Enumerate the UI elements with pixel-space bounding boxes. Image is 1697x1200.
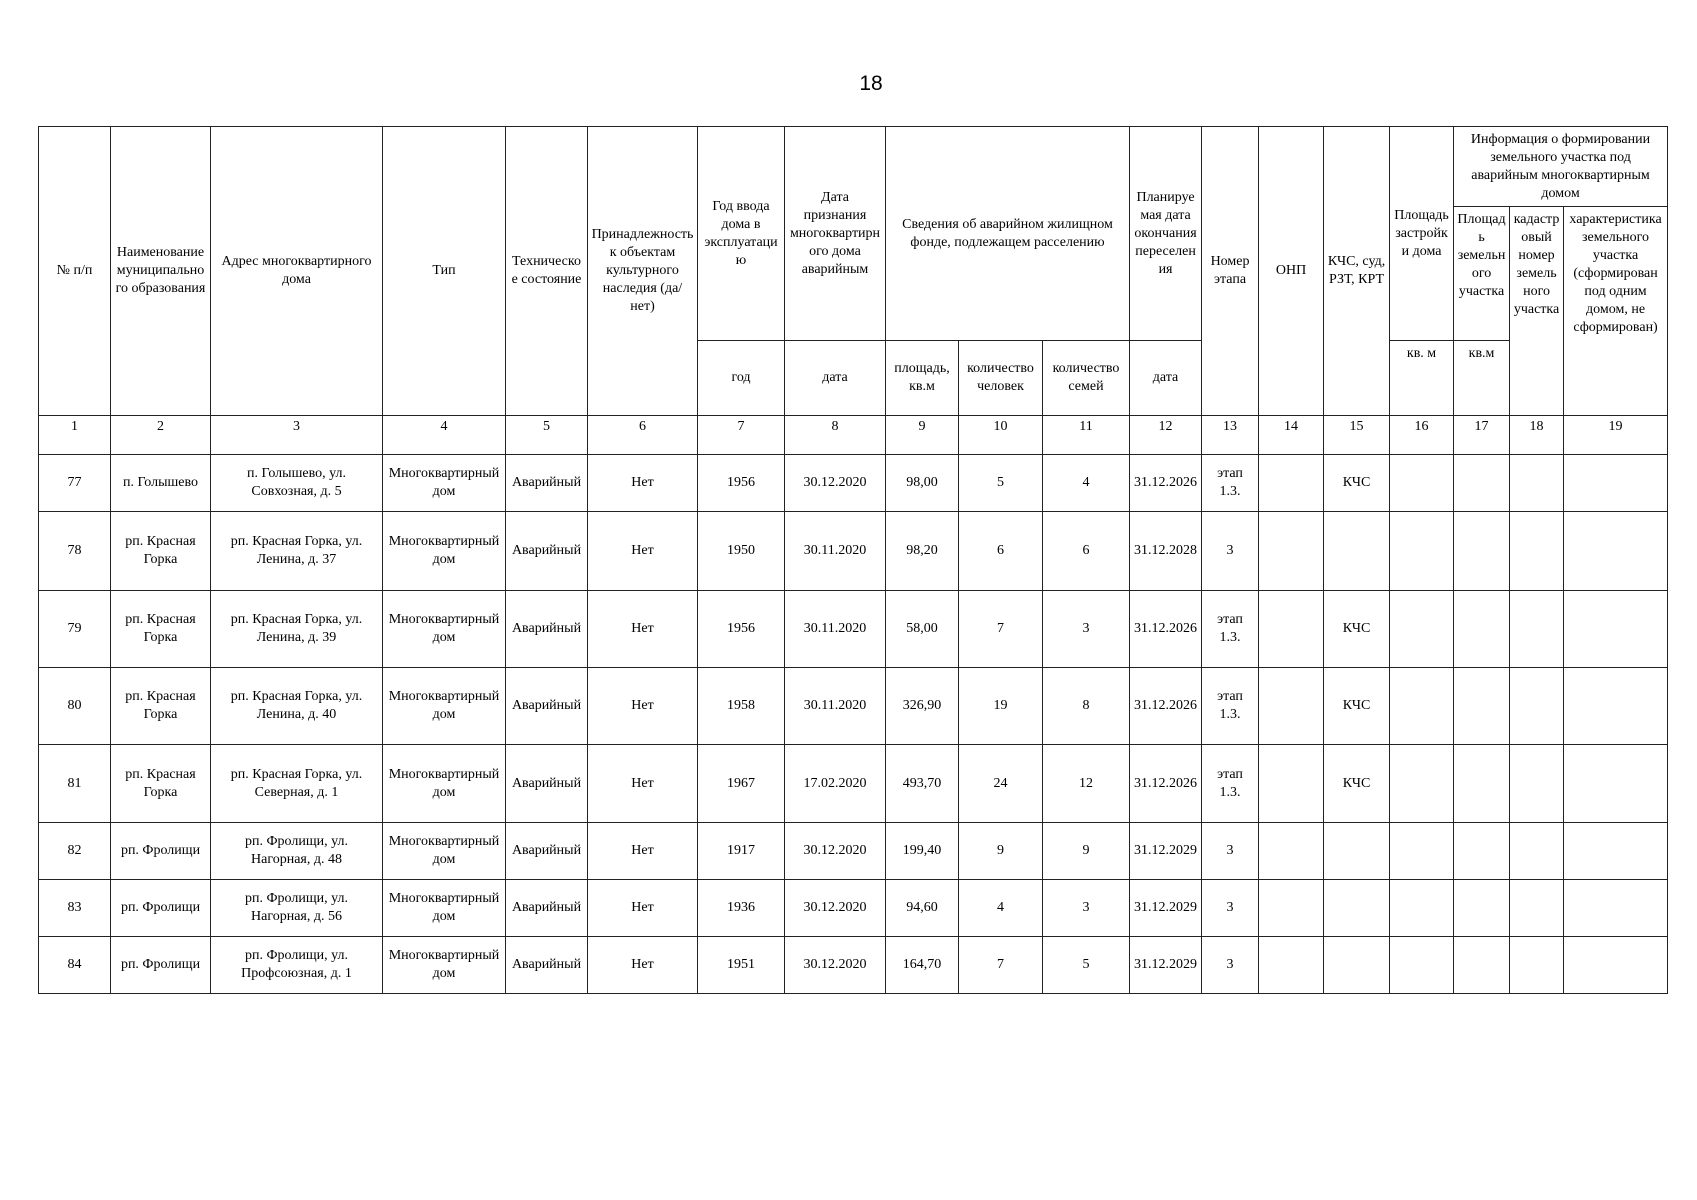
planned-end-date-cell: 31.12.2029 (1130, 937, 1202, 994)
municipality-cell: рп. Фролищи (111, 823, 211, 880)
kchs-cell (1324, 880, 1390, 937)
planned-end-date-cell: 31.12.2026 (1130, 745, 1202, 823)
column-number: 15 (1324, 416, 1390, 455)
cadastral-number-cell (1510, 455, 1564, 512)
column-number: 3 (211, 416, 383, 455)
column-number: 5 (506, 416, 588, 455)
year-cell: 1951 (698, 937, 785, 994)
column-number: 18 (1510, 416, 1564, 455)
technical-state-cell: Аварийный (506, 668, 588, 745)
header-land-plot-characteristic: характеристика земельного участка (сформирован под одним домом, не сформирован) (1564, 207, 1668, 416)
year-cell: 1956 (698, 591, 785, 668)
onp-cell (1259, 455, 1324, 512)
built-area-cell (1390, 668, 1454, 745)
built-area-cell (1390, 591, 1454, 668)
address-cell: рп. Красная Горка, ул. Северная, д. 1 (211, 745, 383, 823)
area-cell: 326,90 (886, 668, 959, 745)
heritage-cell: Нет (588, 880, 698, 937)
column-number: 8 (785, 416, 886, 455)
land-plot-area-cell (1454, 455, 1510, 512)
address-cell: рп. Красная Горка, ул. Ленина, д. 40 (211, 668, 383, 745)
technical-state-cell: Аварийный (506, 591, 588, 668)
heritage-cell: Нет (588, 455, 698, 512)
table-row (39, 591, 1668, 668)
stage-cell: 3 (1202, 512, 1259, 591)
type-cell: Многоквартирный дом (383, 668, 506, 745)
stage-cell: 3 (1202, 937, 1259, 994)
row-number-cell: 81 (39, 745, 111, 823)
type-cell: Многоквартирный дом (383, 455, 506, 512)
technical-state-cell: Аварийный (506, 745, 588, 823)
emergency-housing-table (38, 126, 1668, 994)
column-number: 17 (1454, 416, 1510, 455)
address-cell: рп. Красная Горка, ул. Ленина, д. 39 (211, 591, 383, 668)
onp-cell (1259, 823, 1324, 880)
cadastral-number-cell (1510, 745, 1564, 823)
header-cadastral-number: кадастровый номер земельного участка (1510, 207, 1564, 416)
table-row (39, 937, 1668, 994)
header-technical-state: Техническое состояние (506, 127, 588, 416)
onp-cell (1259, 937, 1324, 994)
kchs-cell (1324, 823, 1390, 880)
heritage-cell: Нет (588, 668, 698, 745)
land-plot-characteristic-cell (1564, 823, 1668, 880)
families-count-cell: 9 (1043, 823, 1130, 880)
built-area-cell (1390, 455, 1454, 512)
municipality-cell: рп. Красная Горка (111, 512, 211, 591)
families-count-cell: 3 (1043, 591, 1130, 668)
row-number-cell: 77 (39, 455, 111, 512)
planned-end-date-cell: 31.12.2026 (1130, 591, 1202, 668)
technical-state-cell: Аварийный (506, 512, 588, 591)
column-number: 7 (698, 416, 785, 455)
heritage-cell: Нет (588, 512, 698, 591)
column-number: 14 (1259, 416, 1324, 455)
year-cell: 1936 (698, 880, 785, 937)
families-count-cell: 6 (1043, 512, 1130, 591)
cadastral-number-cell (1510, 512, 1564, 591)
land-plot-characteristic-cell (1564, 512, 1668, 591)
header-onp: ОНП (1259, 127, 1324, 416)
table-row (39, 823, 1668, 880)
kchs-cell: КЧС (1324, 591, 1390, 668)
subheader-families-count: количество семей (1043, 341, 1130, 416)
land-plot-characteristic-cell (1564, 455, 1668, 512)
built-area-cell (1390, 823, 1454, 880)
type-cell: Многоквартирный дом (383, 880, 506, 937)
municipality-cell: п. Голышево (111, 455, 211, 512)
land-plot-characteristic-cell (1564, 591, 1668, 668)
subheader-land-area-unit: кв.м (1454, 341, 1510, 416)
header-land-plot-group: Информация о формировании земельного участка под аварийным многоквартирным домом (1454, 127, 1668, 207)
onp-cell (1259, 745, 1324, 823)
date-recognized-cell: 30.11.2020 (785, 512, 886, 591)
municipality-cell: рп. Фролищи (111, 880, 211, 937)
date-recognized-cell: 17.02.2020 (785, 745, 886, 823)
row-number-cell: 83 (39, 880, 111, 937)
subheader-end-date: дата (1130, 341, 1202, 416)
people-count-cell: 7 (959, 591, 1043, 668)
technical-state-cell: Аварийный (506, 937, 588, 994)
planned-end-date-cell: 31.12.2029 (1130, 823, 1202, 880)
people-count-cell: 19 (959, 668, 1043, 745)
area-cell: 94,60 (886, 880, 959, 937)
kchs-cell: КЧС (1324, 455, 1390, 512)
row-number-cell: 80 (39, 668, 111, 745)
area-cell: 493,70 (886, 745, 959, 823)
column-number: 6 (588, 416, 698, 455)
header-kchs: КЧС, суд, РЗТ, КРТ (1324, 127, 1390, 416)
people-count-cell: 9 (959, 823, 1043, 880)
address-cell: рп. Красная Горка, ул. Ленина, д. 37 (211, 512, 383, 591)
technical-state-cell: Аварийный (506, 823, 588, 880)
land-plot-area-cell (1454, 745, 1510, 823)
subheader-year: год (698, 341, 785, 416)
municipality-cell: рп. Красная Горка (111, 591, 211, 668)
families-count-cell: 12 (1043, 745, 1130, 823)
onp-cell (1259, 880, 1324, 937)
land-plot-area-cell (1454, 668, 1510, 745)
cadastral-number-cell (1510, 591, 1564, 668)
subheader-date: дата (785, 341, 886, 416)
header-date-recognized: Дата признания многоквартирного дома аварийным (785, 127, 886, 341)
land-plot-area-cell (1454, 880, 1510, 937)
type-cell: Многоквартирный дом (383, 512, 506, 591)
cadastral-number-cell (1510, 668, 1564, 745)
kchs-cell: КЧС (1324, 668, 1390, 745)
land-plot-characteristic-cell (1564, 668, 1668, 745)
heritage-cell: Нет (588, 823, 698, 880)
built-area-cell (1390, 745, 1454, 823)
header-built-area: Площадь застройки дома (1390, 127, 1454, 341)
people-count-cell: 6 (959, 512, 1043, 591)
area-cell: 98,00 (886, 455, 959, 512)
stage-cell: этап 1.3. (1202, 668, 1259, 745)
stage-cell: этап 1.3. (1202, 745, 1259, 823)
subheader-area: площадь, кв.м (886, 341, 959, 416)
built-area-cell (1390, 512, 1454, 591)
header-address: Адрес многоквартирного дома (211, 127, 383, 416)
column-number: 11 (1043, 416, 1130, 455)
land-plot-area-cell (1454, 512, 1510, 591)
year-cell: 1956 (698, 455, 785, 512)
column-number: 19 (1564, 416, 1668, 455)
built-area-cell (1390, 880, 1454, 937)
kchs-cell: КЧС (1324, 745, 1390, 823)
date-recognized-cell: 30.12.2020 (785, 455, 886, 512)
area-cell: 199,40 (886, 823, 959, 880)
kchs-cell (1324, 937, 1390, 994)
header-stage-number: Номер этапа (1202, 127, 1259, 416)
people-count-cell: 7 (959, 937, 1043, 994)
cadastral-number-cell (1510, 823, 1564, 880)
column-number: 12 (1130, 416, 1202, 455)
cadastral-number-cell (1510, 937, 1564, 994)
header-type: Тип (383, 127, 506, 416)
municipality-cell: рп. Красная Горка (111, 668, 211, 745)
land-plot-area-cell (1454, 823, 1510, 880)
year-cell: 1950 (698, 512, 785, 591)
table-row (39, 880, 1668, 937)
people-count-cell: 4 (959, 880, 1043, 937)
families-count-cell: 8 (1043, 668, 1130, 745)
date-recognized-cell: 30.12.2020 (785, 937, 886, 994)
column-number-row (39, 416, 1668, 455)
column-number: 4 (383, 416, 506, 455)
column-number: 2 (111, 416, 211, 455)
heritage-cell: Нет (588, 745, 698, 823)
header-planned-end-date: Планируемая дата окончания переселения (1130, 127, 1202, 341)
row-number-cell: 84 (39, 937, 111, 994)
families-count-cell: 3 (1043, 880, 1130, 937)
built-area-cell (1390, 937, 1454, 994)
column-number: 9 (886, 416, 959, 455)
column-number: 1 (39, 416, 111, 455)
header-number: № п/п (39, 127, 111, 416)
row-number-cell: 78 (39, 512, 111, 591)
kchs-cell (1324, 512, 1390, 591)
stage-cell: этап 1.3. (1202, 455, 1259, 512)
table-row (39, 668, 1668, 745)
date-recognized-cell: 30.12.2020 (785, 823, 886, 880)
type-cell: Многоквартирный дом (383, 937, 506, 994)
date-recognized-cell: 30.12.2020 (785, 880, 886, 937)
planned-end-date-cell: 31.12.2026 (1130, 668, 1202, 745)
table-row (39, 745, 1668, 823)
cadastral-number-cell (1510, 880, 1564, 937)
column-number: 16 (1390, 416, 1454, 455)
table-row (39, 455, 1668, 512)
address-cell: рп. Фролищи, ул. Нагорная, д. 56 (211, 880, 383, 937)
type-cell: Многоквартирный дом (383, 591, 506, 668)
subheader-people-count: количество человек (959, 341, 1043, 416)
year-cell: 1917 (698, 823, 785, 880)
land-plot-area-cell (1454, 937, 1510, 994)
header-cultural-heritage: Принадлежность к объектам культурного наследия (да/нет) (588, 127, 698, 416)
people-count-cell: 5 (959, 455, 1043, 512)
column-number: 13 (1202, 416, 1259, 455)
header-emergency-fund-group: Сведения об аварийном жилищном фонде, подлежащем расселению (886, 127, 1130, 341)
planned-end-date-cell: 31.12.2026 (1130, 455, 1202, 512)
column-number: 10 (959, 416, 1043, 455)
table-row (39, 512, 1668, 591)
date-recognized-cell: 30.11.2020 (785, 591, 886, 668)
page-number: 18 (859, 72, 883, 95)
land-plot-area-cell (1454, 591, 1510, 668)
onp-cell (1259, 591, 1324, 668)
address-cell: п. Голышево, ул. Совхозная, д. 5 (211, 455, 383, 512)
area-cell: 58,00 (886, 591, 959, 668)
header-year-commissioned: Год ввода дома в эксплуатацию (698, 127, 785, 341)
technical-state-cell: Аварийный (506, 455, 588, 512)
type-cell: Многоквартирный дом (383, 823, 506, 880)
heritage-cell: Нет (588, 937, 698, 994)
land-plot-characteristic-cell (1564, 880, 1668, 937)
address-cell: рп. Фролищи, ул. Профсоюзная, д. 1 (211, 937, 383, 994)
date-recognized-cell: 30.11.2020 (785, 668, 886, 745)
heritage-cell: Нет (588, 591, 698, 668)
onp-cell (1259, 668, 1324, 745)
stage-cell: 3 (1202, 823, 1259, 880)
address-cell: рп. Фролищи, ул. Нагорная, д. 48 (211, 823, 383, 880)
people-count-cell: 24 (959, 745, 1043, 823)
year-cell: 1958 (698, 668, 785, 745)
row-number-cell: 79 (39, 591, 111, 668)
onp-cell (1259, 512, 1324, 591)
header-land-plot-area: Площадь земельного участка (1454, 207, 1510, 341)
planned-end-date-cell: 31.12.2029 (1130, 880, 1202, 937)
municipality-cell: рп. Фролищи (111, 937, 211, 994)
header-municipality: Наименование муниципального образования (111, 127, 211, 416)
subheader-built-area-unit: кв. м (1390, 341, 1454, 416)
families-count-cell: 4 (1043, 455, 1130, 512)
area-cell: 98,20 (886, 512, 959, 591)
type-cell: Многоквартирный дом (383, 745, 506, 823)
land-plot-characteristic-cell (1564, 937, 1668, 994)
year-cell: 1967 (698, 745, 785, 823)
stage-cell: 3 (1202, 880, 1259, 937)
municipality-cell: рп. Красная Горка (111, 745, 211, 823)
row-number-cell: 82 (39, 823, 111, 880)
technical-state-cell: Аварийный (506, 880, 588, 937)
stage-cell: этап 1.3. (1202, 591, 1259, 668)
land-plot-characteristic-cell (1564, 745, 1668, 823)
planned-end-date-cell: 31.12.2028 (1130, 512, 1202, 591)
families-count-cell: 5 (1043, 937, 1130, 994)
area-cell: 164,70 (886, 937, 959, 994)
